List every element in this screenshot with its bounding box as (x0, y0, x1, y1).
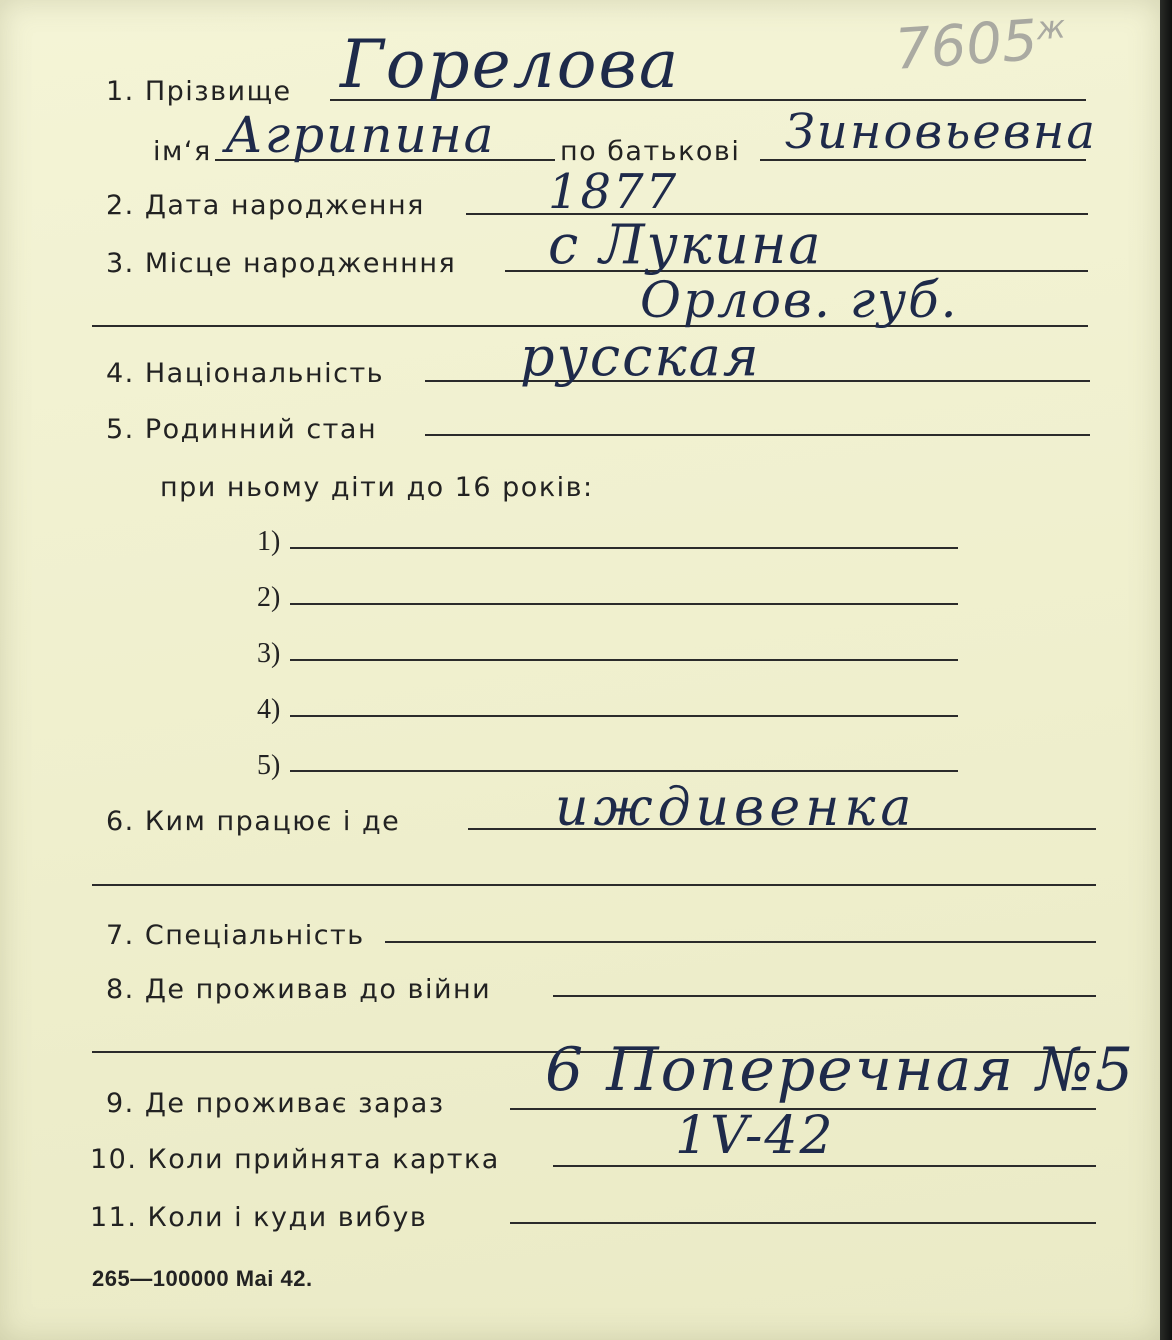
child-2-line (290, 603, 958, 605)
specialty-label: 7. Спеціальність (106, 920, 365, 951)
archive-number-value: 7605 (892, 8, 1040, 83)
current-residence-label: 9. Де проживає зараз (106, 1088, 445, 1119)
prewar-line (553, 995, 1096, 997)
child-1-line (290, 547, 958, 549)
birth-place-value-2: Орлов. губ. (640, 271, 959, 329)
nationality-value: русская (520, 325, 761, 388)
archive-number-suffix: ж (1035, 7, 1067, 48)
work-line-2 (92, 884, 1096, 886)
marital-label: 5. Родинний стан (106, 414, 378, 445)
name-value: Агрипина (225, 106, 496, 164)
child-3-line (290, 659, 958, 661)
child-4-label: 4) (257, 694, 281, 725)
birth-place-value-1: с Лукина (548, 213, 823, 276)
patronymic-label: по батькові (560, 136, 741, 167)
background-edge (1160, 0, 1172, 1340)
card-date-value: 1V-42 (675, 1106, 835, 1166)
birth-place-label: 3. Місце народженння (106, 248, 457, 279)
specialty-line (385, 941, 1096, 943)
child-5-label: 5) (257, 750, 281, 781)
departed-line (510, 1222, 1096, 1224)
birth-date-value: 1877 (548, 164, 679, 220)
print-code: 265—100000 Mai 42. (92, 1266, 313, 1291)
child-5-line (290, 770, 958, 772)
marital-line (425, 434, 1090, 436)
patronymic-value: Зиновьевна (785, 104, 1097, 160)
child-3-label: 3) (257, 638, 281, 669)
birth-date-label: 2. Дата народження (106, 190, 425, 221)
child-2-label: 2) (257, 582, 281, 613)
archive-number (893, 6, 1068, 83)
departed-label: 11. Коли і куди вибув (90, 1202, 428, 1233)
card-date-label: 10. Коли прийнята картка (90, 1144, 500, 1175)
name-label: ім‘я (153, 136, 212, 167)
surname-value: Горелова (340, 26, 681, 103)
work-value: иждивенка (555, 778, 917, 838)
work-label: 6. Ким працює і де (106, 806, 401, 837)
child-4-line (290, 715, 958, 717)
child-1-label: 1) (257, 526, 281, 557)
current-residence-value: 6 Поперечная №5 (545, 1035, 1136, 1105)
children-label: при ньому діти до 16 років: (160, 472, 594, 503)
prewar-label: 8. Де проживав до війни (106, 974, 492, 1005)
surname-label: 1. Прізвище (106, 76, 292, 107)
nationality-label: 4. Національність (106, 358, 385, 389)
